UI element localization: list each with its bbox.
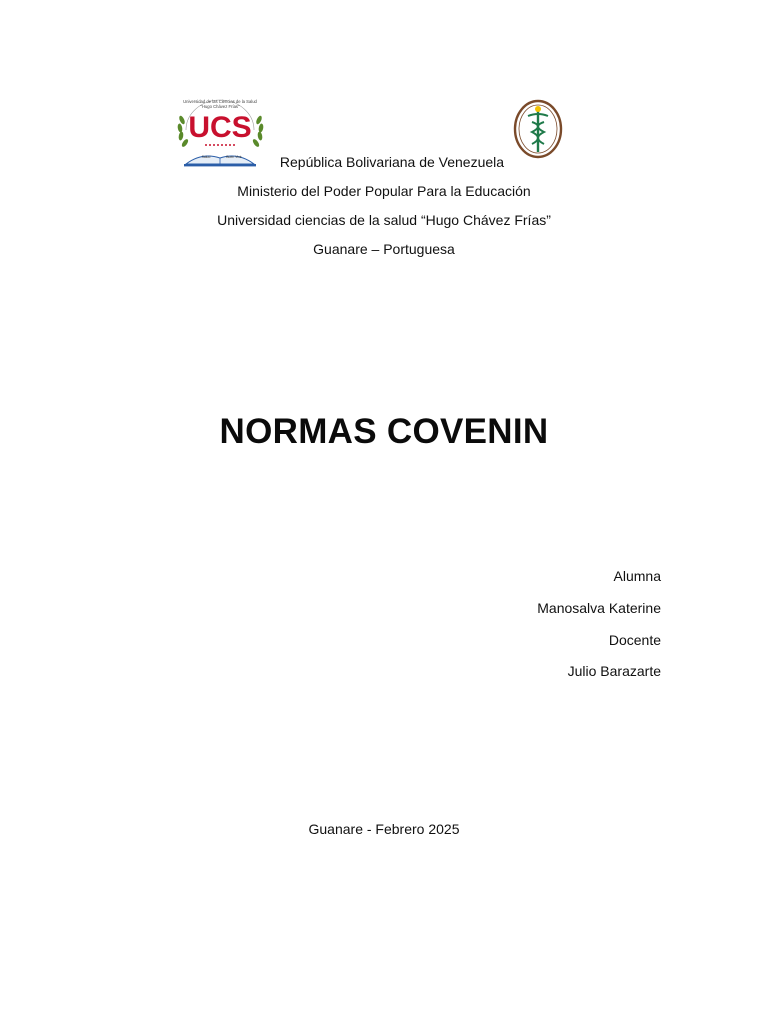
svg-text:Buen Vivir: Buen Vivir [226, 155, 242, 159]
svg-text:UCS: UCS [188, 111, 252, 144]
header-line-ministry: Ministerio del Poder Popular Para la Educación [237, 183, 531, 199]
svg-text:Universidad de las Ciencias de: Universidad de las Ciencias de la Salud [183, 99, 257, 104]
header-line-university: Universidad ciencias de la salud “Hugo Chávez Frías” [217, 212, 551, 228]
svg-text:"Hugo Chávez Frías": "Hugo Chávez Frías" [200, 104, 240, 109]
student-role-label: Alumna [613, 568, 661, 584]
teacher-role-label: Docente [608, 632, 661, 648]
place-date-footer: Guanare - Febrero 2025 [308, 821, 460, 837]
student-name: Manosalva Katerine [537, 600, 661, 616]
caduceus-emblem-icon [512, 98, 564, 160]
teacher-name: Julio Barazarte [567, 663, 661, 679]
header-line-republic: República Bolivariana de Venezuela [279, 154, 505, 170]
header-line-location: Guanare – Portuguesa [313, 241, 455, 257]
svg-text:Salud: Salud [201, 155, 211, 159]
document-title: NORMAS COVENIN [219, 412, 549, 451]
